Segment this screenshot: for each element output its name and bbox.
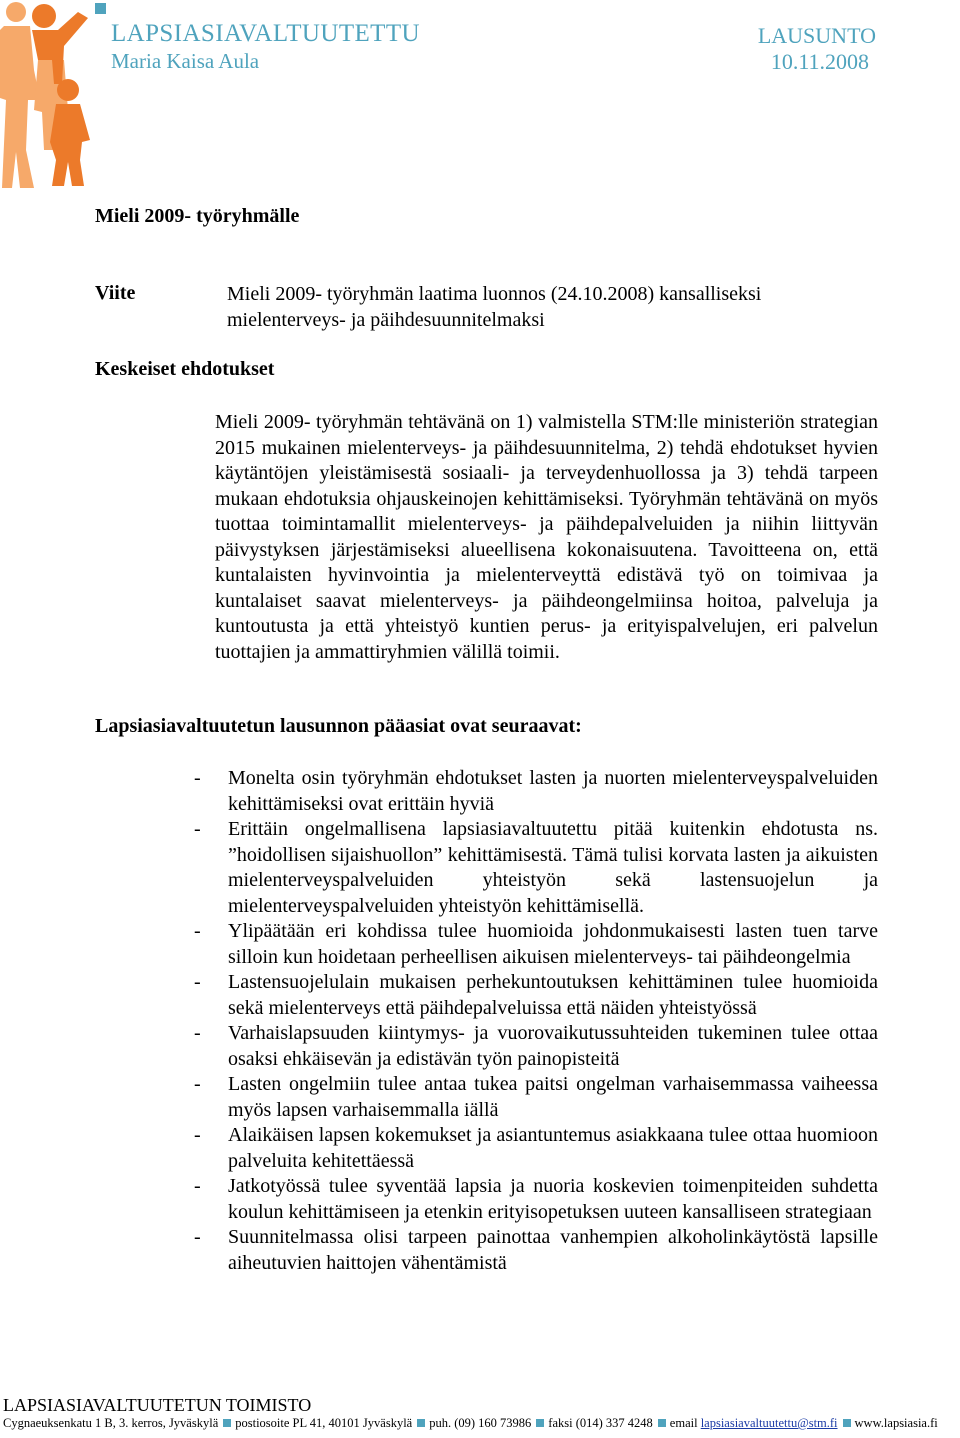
list-item — [194, 1123, 878, 1174]
footer-email-link[interactable]: lapsiasiavaltuutettu@stm.fi — [700, 1416, 838, 1430]
footer-fax: faksi (014) 337 4248 — [548, 1416, 653, 1430]
document-type: LAUSUNTO — [757, 23, 876, 48]
footer-email-label: email — [669, 1416, 698, 1430]
footer-contact-line — [3, 1416, 938, 1431]
key-proposals-text: Mieli 2009- työryhmän tehtävänä on 1) valmistella STM:lle ministeriön strategian 2015 mukainen mielenterveys- ja päihdesuunnitelma, 2) tehdä ehdotukset hyvien käytäntöjen yleistämisestä sosiaali- ja terveydenhuollossa ja 3) tehdä tarpeen mukaan ehdotuksia ohjauskeinojen kehittämiseksi. Työryhmän tehtävänä on myös tuottaa toimintamallit mielenterveys- ja päihdepalveluiden ja niihin liittyvän päivystyksen järjestämiseksi alueellisena kokonaisuutena. Tavoitteena on, että kuntalaisten hyvinvointia ja mielenterveyttä edistävä työ on toimivaa ja kuntalaiset saavat mielenterveys- ja päihdeongelmiinsa hoitoa, palveluja ja kuntoutusta ja että yhteistyö kuntien perus- ja erityispalvelujen, eri palvelun tuottajien ja ammattiryhmien välillä toimii. — [215, 411, 878, 663]
list-item-text: Erittäin ongelmallisena lapsiasiavaltuutettu pitää kuitenkin ehdotusta ns. ”hoidollisen sijaishuollon” kehittämisestä. Tämä tulisi korvata lasten ja aikuisten mielenterveyspalveluiden yhteistyön sekä lastensuojelun ja mielenterveyspalveluiden yhteistyön kehittämisellä. — [228, 818, 878, 917]
footer-phone: puh. (09) 160 73986 — [429, 1416, 532, 1430]
reference-label: Viite — [95, 282, 136, 304]
footer-address: Cygnaeuksenkatu 1 B, 3. kerros, Jyväskylä — [3, 1416, 219, 1430]
bullet-dash: - — [194, 818, 201, 840]
list-item-text: Varhaislapsuuden kiintymys- ja vuorovaikutussuhteiden tukeminen tulee ottaa osaksi ehkäisevän ja edistävän työn painopisteitä — [228, 1022, 878, 1070]
list-item — [194, 766, 878, 817]
separator-square-icon — [843, 1419, 851, 1427]
separator-square-icon — [417, 1419, 425, 1427]
bullet-dash: - — [194, 971, 201, 993]
list-item-text: Lasten ongelmiin tulee antaa tukea paitsi ongelman varhaisemmassa vaiheessa myös lapsen varhaisemmalla iällä — [228, 1073, 878, 1121]
bullet-dash: - — [194, 1022, 201, 1044]
bullet-dash: - — [194, 1073, 201, 1095]
document-date: 10.11.2008 — [770, 49, 869, 74]
list-item-text: Ylipäätään eri kohdissa tulee huomioida johdonmukaisesti lasten tuen tarve silloin kun hoidetaan perheellisen aikuisen mielenterveys- tai päihdeongelmia — [228, 920, 878, 968]
list-item — [194, 1021, 878, 1072]
ombudsman-name: Maria Kaisa Aula — [111, 49, 260, 73]
statement-points — [194, 766, 878, 1276]
brand-square-icon — [95, 3, 106, 14]
bullet-dash: - — [194, 920, 201, 942]
statement-heading: Lapsiasiavaltuutetun lausunnon pääasiat ovat seuraavat: — [95, 715, 582, 737]
addressee: Mieli 2009- työryhmälle — [95, 205, 300, 227]
separator-square-icon — [223, 1419, 231, 1427]
list-item-text: Alaikäisen lapsen kokemukset ja asiantuntemus asiakkaana tulee ottaa huomioon palveluita kehitettäessä — [228, 1124, 878, 1172]
bullet-dash: - — [194, 767, 201, 789]
bullet-dash: - — [194, 1226, 201, 1248]
list-item-text: Monelta osin työryhmän ehdotukset lasten ja nuorten mielenterveyspalveluiden kehittämiseksi ovat erittäin hyviä — [228, 767, 878, 815]
list-item-text: Jatkotyössä tulee syventää lapsia ja nuoria koskevien toimenpiteiden suhdetta koulun kehittämiseen ja etenkin erityisopetuksen uuteen kansalliseen strategiaan — [228, 1175, 878, 1223]
ombudsman-logo — [0, 0, 100, 192]
list-item — [194, 919, 878, 970]
separator-square-icon — [536, 1419, 544, 1427]
key-proposals-heading: Keskeiset ehdotukset — [95, 358, 275, 380]
list-item — [194, 817, 878, 919]
organization-name: LAPSIASIAVALTUUTETTU — [111, 20, 420, 47]
list-item — [194, 1174, 878, 1225]
footer-postal: postiosoite PL 41, 40101 Jyväskylä — [235, 1416, 413, 1430]
list-item — [194, 1225, 878, 1276]
footer-office-title: LAPSIASIAVALTUUTETUN TOIMISTO — [3, 1395, 312, 1415]
list-item-text: Lastensuojelulain mukaisen perhekuntoutuksen kehittäminen tulee huomioida sekä mielenterveys että päihdepalveluissa että näiden yhteistyössä — [228, 971, 878, 1019]
footer-website: www.lapsiasia.fi — [854, 1416, 938, 1430]
separator-square-icon — [658, 1419, 666, 1427]
list-item-text: Suunnitelmassa olisi tarpeen painottaa vanhempien alkoholinkäytöstä lapsille aiheutuvien haittojen vähentämistä — [228, 1226, 878, 1274]
list-item — [194, 1072, 878, 1123]
bullet-dash: - — [194, 1175, 201, 1197]
list-item — [194, 970, 878, 1021]
reference-text: Mieli 2009- työryhmän laatima luonnos (24.10.2008) kansalliseksi mielenterveys- ja päihdesuunnitelmaksi — [227, 283, 762, 331]
bullet-dash: - — [194, 1124, 201, 1146]
